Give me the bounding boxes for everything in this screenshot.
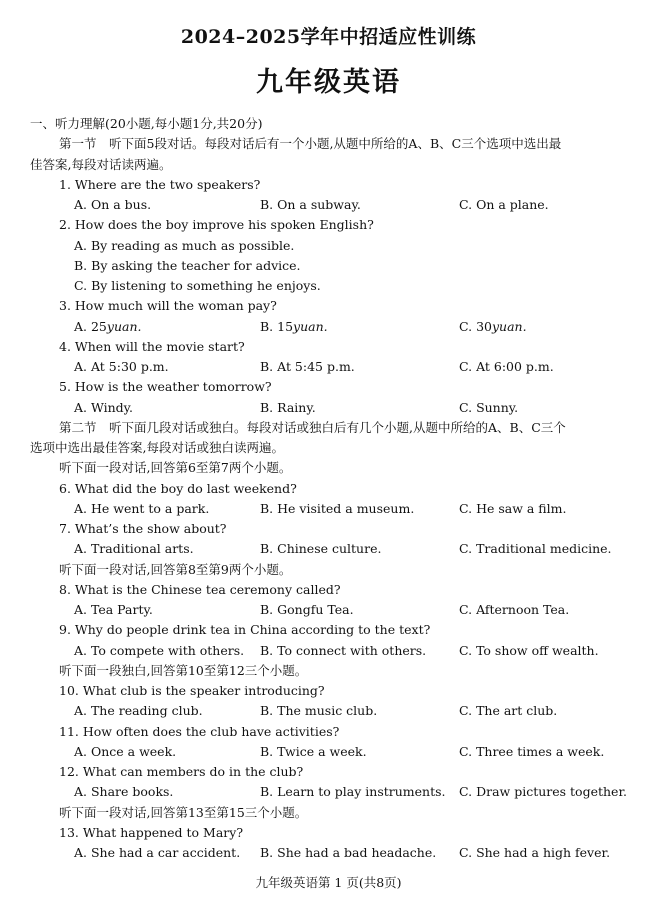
group-instruction: 听下面一段对话,回答第13至第15三个小题。 (59, 804, 308, 820)
section2-intro-cont: 选项中选出最佳答案,每段对话或独白读两遍。 (30, 440, 284, 455)
page-footer: 九年级英语第 1 页(共8页) (255, 875, 402, 890)
option-a: A. 25yuan. (74, 318, 142, 334)
question-5: 5. How is the weather tomorrow? (59, 379, 272, 395)
option-c: C. 30yuan. (459, 318, 527, 334)
option-a: A. On a bus. (74, 197, 152, 212)
unit-label: yuan. (491, 318, 527, 334)
section1-intro-cont: 佳答案,每段对话读两遍。 (30, 156, 172, 172)
option-c: C. Afternoon Tea. (459, 602, 570, 617)
option-c: C. Sunny. (459, 399, 519, 415)
option-c: C. To show off wealth. (459, 642, 599, 658)
options-10 (30, 701, 630, 721)
section1-intro: 第一节 听下面5段对话。每段对话后有一个小题,从题中所给的A、B、C三个选项中选出最 (59, 136, 562, 152)
option-c: C. At 6:00 p.m. (459, 359, 554, 374)
option-b: B. Gongfu Tea. (260, 602, 354, 617)
option-a: A. She had a car accident. (74, 845, 241, 860)
option-b: B. To connect with others. (260, 642, 427, 658)
option-b: B. She had a bad headache. (260, 845, 437, 860)
option-c: C. Three times a week. (459, 743, 605, 759)
part-heading: 一、听力理解(20小题,每小题1分,共20分) (30, 116, 263, 131)
option-b: B. By asking the teacher for advice. (74, 257, 301, 273)
options-9 (30, 641, 630, 661)
option-a: A. Windy. (74, 399, 134, 415)
option-b: B. Twice a week. (260, 743, 367, 759)
question-10: 10. What club is the speaker introducing? (59, 683, 325, 698)
option-c: C. He saw a film. (459, 500, 567, 516)
option-a: A. By reading as much as possible. (74, 237, 295, 253)
option-b: B. Learn to play instruments. (260, 784, 446, 800)
question-1: 1. Where are the two speakers? (59, 176, 261, 192)
options-5 (30, 398, 630, 418)
option-a: A. Share books. (74, 784, 174, 800)
question-4: 4. When will the movie start? (59, 338, 245, 354)
question-7: 7. What’s the show about? (59, 521, 227, 536)
question-3: 3. How much will the woman pay? (59, 298, 277, 314)
group-instruction: 听下面一段独白,回答第10至第12三个小题。 (59, 662, 308, 678)
exam-content (30, 114, 630, 863)
options-4 (30, 357, 630, 377)
option-c: C. On a plane. (459, 197, 549, 212)
options-12 (30, 782, 630, 802)
option-b: B. The music club. (260, 703, 378, 719)
option-b: B. On a subway. (260, 197, 361, 212)
options-7 (30, 539, 630, 559)
option-a: A. Tea Party. (74, 602, 153, 617)
exam-subject: 九年级英语 (256, 67, 401, 98)
option-c: C. The art club. (459, 703, 558, 719)
option-a: A. He went to a park. (74, 500, 210, 516)
option-b: B. 15yuan. (260, 318, 328, 334)
question-12: 12. What can members do in the club? (59, 764, 304, 779)
unit-label: yuan. (106, 318, 142, 334)
option-b: B. Rainy. (260, 399, 316, 415)
question-13: 13. What happened to Mary? (59, 824, 244, 840)
option-a: A. At 5:30 p.m. (74, 359, 169, 374)
option-a: A. Traditional arts. (74, 541, 194, 557)
option-b: B. At 5:45 p.m. (260, 359, 355, 374)
exam-title: 2024–2025学年中招适应性训练 (180, 26, 477, 48)
question-11: 11. How often does the club have activities? (59, 723, 340, 739)
question-6: 6. What did the boy do last weekend? (59, 480, 297, 496)
unit-label: yuan. (293, 318, 328, 334)
options-1 (30, 195, 630, 215)
option-c: C. Traditional medicine. (459, 541, 612, 557)
options-3 (30, 317, 630, 337)
option-a: A. Once a week. (74, 743, 177, 759)
option-a: A. The reading club. (74, 703, 203, 719)
option-c: C. Draw pictures together. (459, 784, 628, 800)
section2-intro: 第二节 听下面几段对话或独白。每段对话或独白后有几个小题,从题中所给的A、B、C三个 (59, 419, 566, 435)
group-instruction: 听下面一段对话,回答第8至第9两个小题。 (59, 561, 292, 577)
group-instruction: 听下面一段对话,回答第6至第7两个小题。 (59, 460, 292, 476)
options-13 (30, 843, 630, 863)
question-8: 8. What is the Chinese tea ceremony called? (59, 581, 341, 597)
option-b: B. He visited a museum. (260, 500, 415, 516)
question-2: 2. How does the boy improve his spoken English? (59, 217, 374, 233)
question-9: 9. Why do people drink tea in China according to the text? (59, 622, 431, 638)
options-8 (30, 600, 630, 620)
option-a: A. To compete with others. (74, 642, 245, 658)
options-6 (30, 499, 630, 519)
option-c: C. By listening to something he enjoys. (74, 278, 321, 293)
options-11 (30, 742, 630, 762)
option-c: C. She had a high fever. (459, 845, 611, 860)
option-b: B. Chinese culture. (260, 541, 382, 557)
